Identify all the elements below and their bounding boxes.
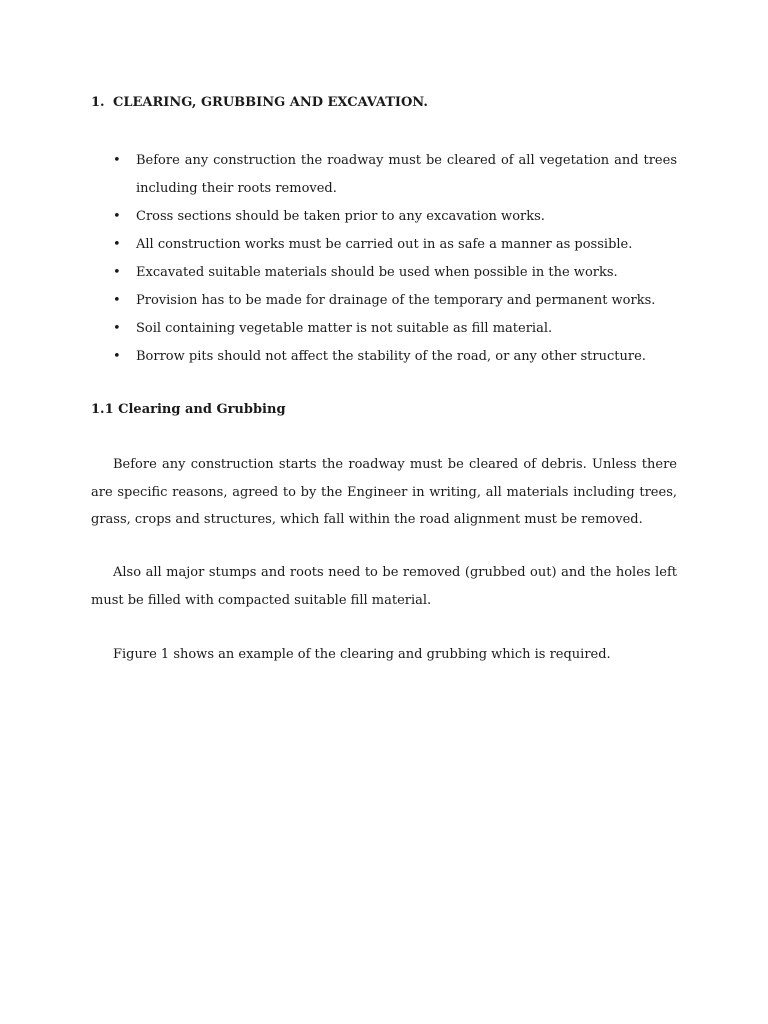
list-item-text: Cross sections should be taken prior to any excavation works. [136, 209, 545, 224]
section-title: CLEARING, GRUBBING AND EXCAVATION. [113, 95, 428, 110]
list-item [113, 231, 677, 259]
list-item [113, 203, 677, 231]
list-item [113, 287, 677, 315]
list-item-text: Excavated suitable materials should be used when possible in the works. [136, 265, 618, 280]
bullet-icon: • [113, 265, 121, 280]
subsection-heading: 1.1 Clearing and Grubbing [91, 402, 286, 417]
paragraph-figure-reference: Figure 1 shows an example of the clearing and grubbing which is required. [113, 647, 611, 662]
paragraph-stumps-roots: Also all major stumps and roots need to be removed (grubbed out) and the holes left must be filled with compacted suitable fill material. [91, 565, 677, 608]
bullet-icon: • [113, 321, 121, 336]
list-item [113, 259, 677, 287]
bullet-icon: • [113, 293, 121, 308]
bullet-icon: • [113, 209, 121, 224]
list-item [113, 147, 677, 203]
bullet-icon: • [113, 237, 121, 252]
section-number: 1. [91, 95, 105, 110]
bullet-icon: • [113, 349, 121, 364]
list-item-text: All construction works must be carried out in as safe a manner as possible. [136, 237, 633, 252]
bullet-icon: • [113, 153, 121, 168]
list-item-text: Before any construction the roadway must be cleared of all vegetation and trees including their roots removed. [136, 153, 677, 196]
list-item [113, 315, 677, 343]
section-heading [91, 93, 428, 113]
list-item [113, 343, 677, 371]
paragraph-clearing-intro: Before any construction starts the roadway must be cleared of debris. Unless there are specific reasons, agreed to by the Engineer in writing, all materials including trees, grass, crops and structures, which fall within the road alignment must be removed. [91, 457, 677, 527]
requirements-list [113, 147, 677, 371]
list-item-text: Soil containing vegetable matter is not suitable as fill material. [136, 321, 553, 336]
list-item-text: Borrow pits should not affect the stability of the road, or any other structure. [136, 349, 646, 364]
list-item-text: Provision has to be made for drainage of the temporary and permanent works. [136, 293, 656, 308]
